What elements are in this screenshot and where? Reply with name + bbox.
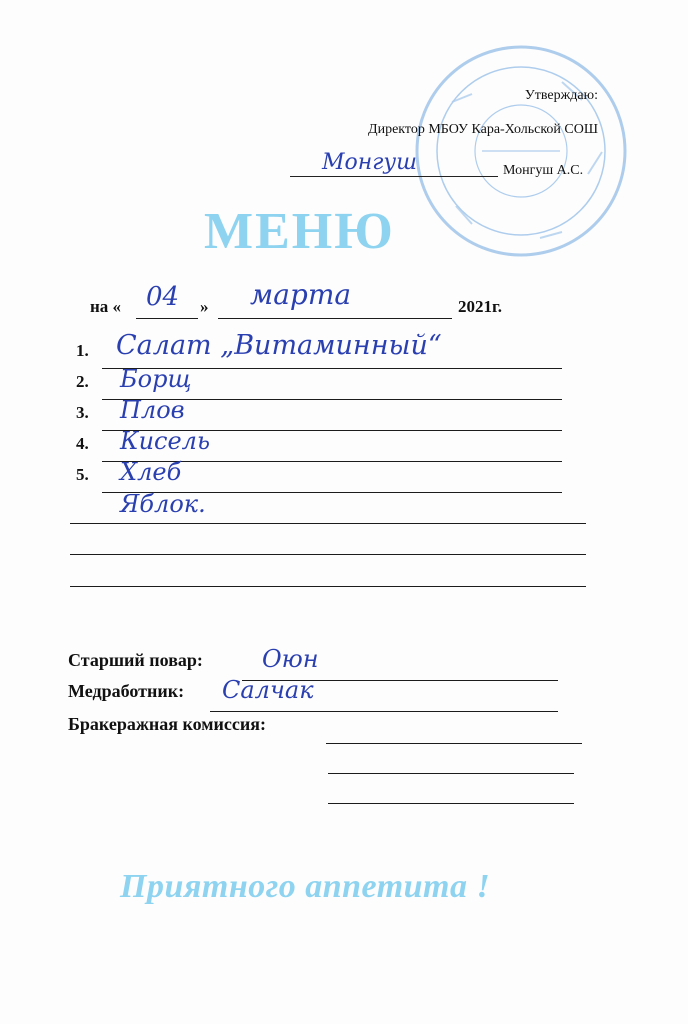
- blank-line: [70, 554, 586, 555]
- date-year: 2021г.: [458, 297, 503, 316]
- director-signature: Монгуш: [322, 150, 417, 175]
- director-title: Директор МБОУ Кара-Хольской СОШ: [368, 122, 598, 137]
- day-line: [136, 318, 198, 319]
- date-mid: »: [200, 297, 209, 316]
- commission-line: [328, 803, 574, 804]
- item-number: 4.: [76, 434, 89, 453]
- chef-label: Старший повар:: [68, 650, 203, 670]
- menu-item: Кисель: [120, 427, 211, 455]
- month-line: [218, 318, 452, 319]
- director-signature-line: [290, 176, 498, 177]
- item-number: 5.: [76, 465, 89, 484]
- menu-item: Салат „Витаминный“: [116, 330, 442, 361]
- commission-line: [326, 743, 582, 744]
- item-number: 1.: [76, 341, 89, 360]
- blank-line: [70, 523, 586, 524]
- approve-label: Утверждаю:: [524, 88, 598, 103]
- menu-item: Борщ: [120, 365, 192, 393]
- menu-item-extra: Яблок.: [120, 490, 206, 518]
- date-prefix: на «: [90, 297, 122, 316]
- menu-item: Хлеб: [120, 458, 182, 486]
- director-name: Монгуш А.С.: [503, 163, 584, 178]
- date-month: марта: [250, 278, 352, 311]
- commission-line: [328, 773, 574, 774]
- item-number: 2.: [76, 372, 89, 391]
- menu-item: Плов: [120, 396, 185, 424]
- blank-line: [70, 586, 586, 587]
- chef-signature: Оюн: [262, 645, 319, 673]
- medic-signature-line: [210, 711, 558, 712]
- medic-label: Медработник:: [68, 681, 185, 701]
- medic-signature: Салчак: [222, 676, 314, 704]
- farewell-text: Приятного аппетита !: [120, 868, 491, 905]
- stamp-seal: [412, 42, 630, 260]
- date-day: 04: [146, 282, 180, 312]
- item-number: 3.: [76, 403, 89, 422]
- commission-label: Бракеражная комиссия:: [68, 714, 266, 734]
- page-title: МЕНЮ: [204, 203, 395, 260]
